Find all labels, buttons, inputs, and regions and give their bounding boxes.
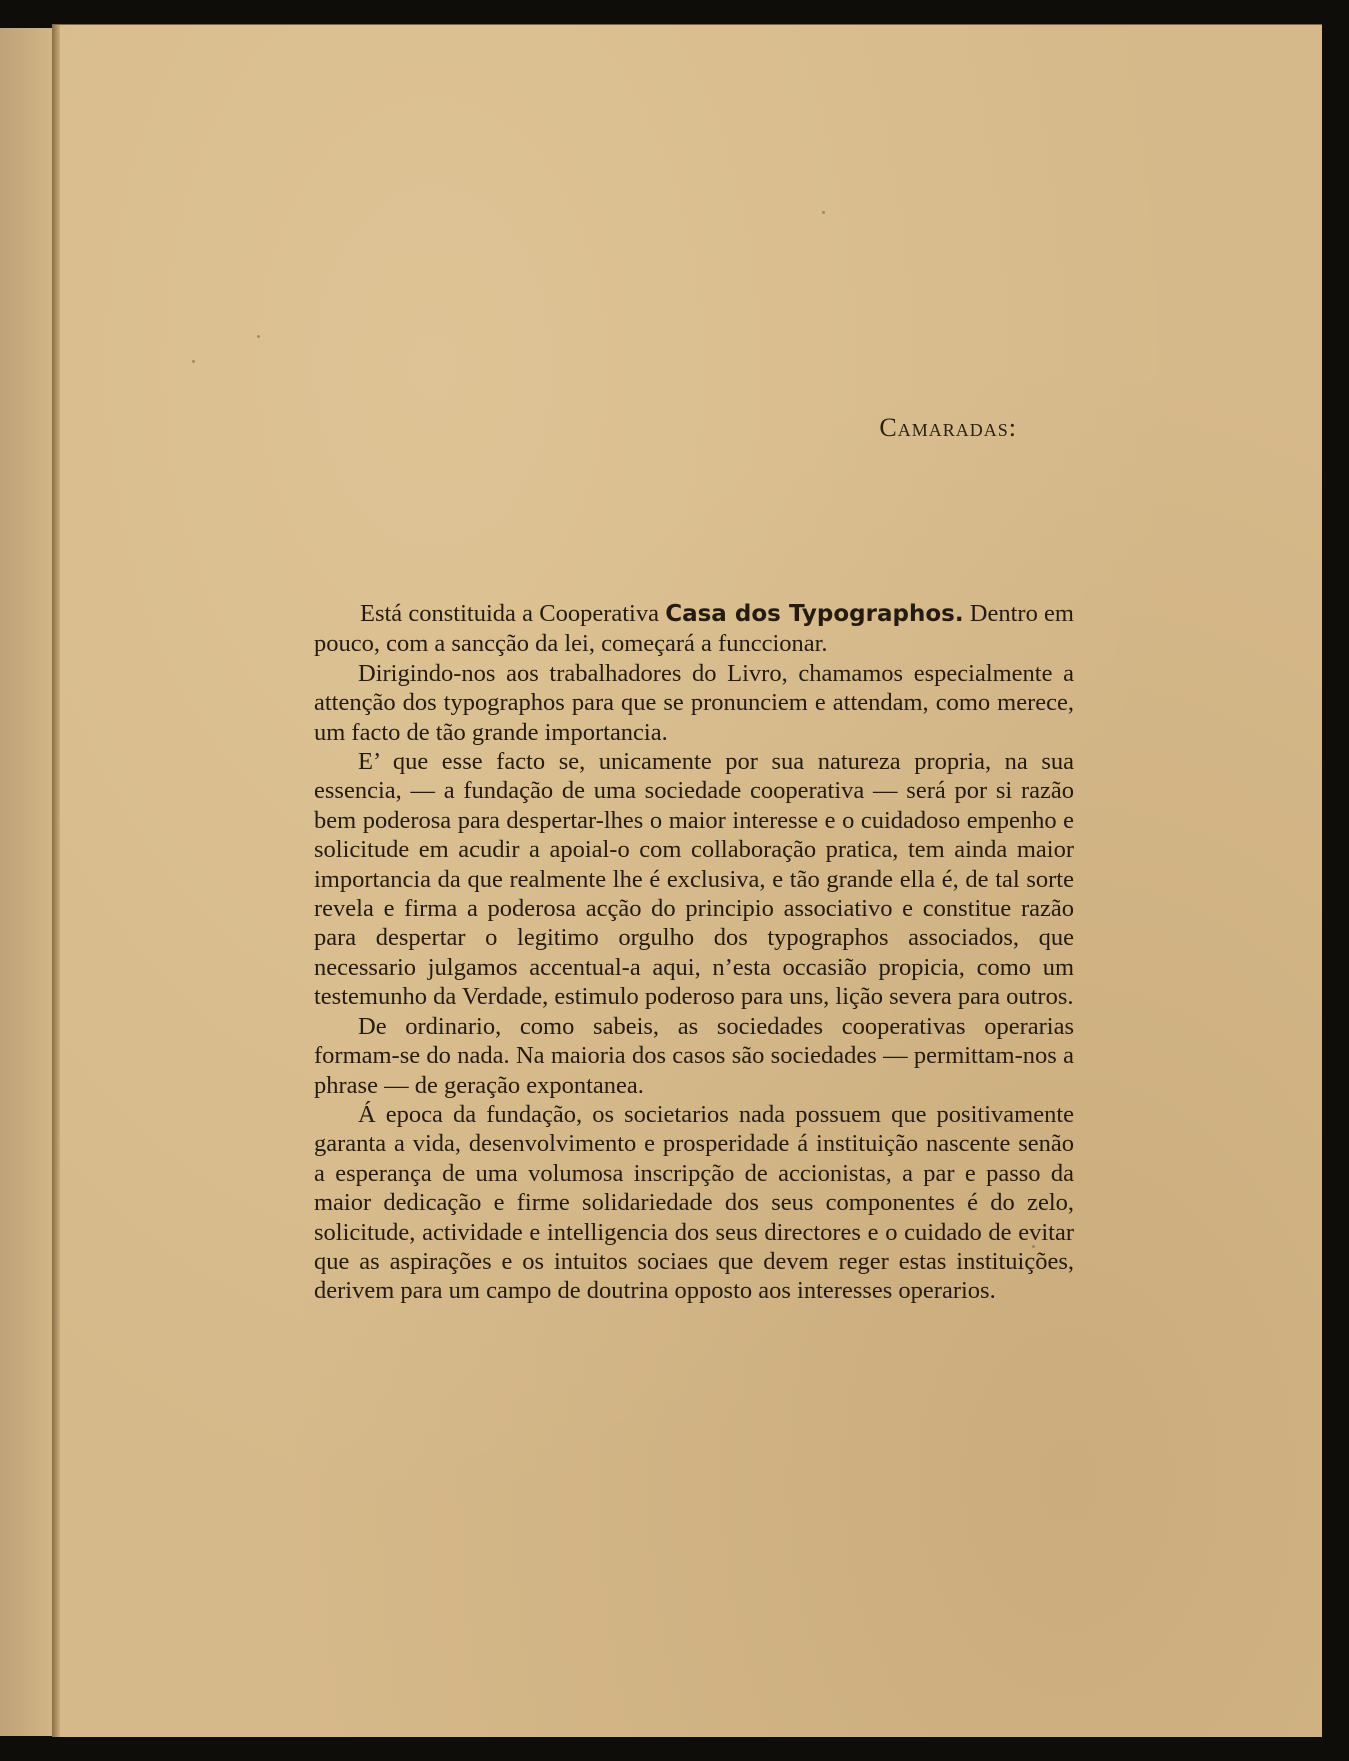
paragraph-1 (314, 599, 1074, 659)
paragraph-1-rest: Dentro em pouco, com a sancção da lei, começará a funccionar. (314, 600, 1074, 658)
page-binding-shadow (52, 25, 60, 1737)
paper-speck (192, 360, 195, 363)
paragraph-3: E’ que esse facto se, unicamente por sua natureza propria, na sua essencia, — a fundação de uma sociedade cooperativa — será por si razão bem poderosa para despertar-lhes o maior interesse e o cuidadoso empenho e solicitude em acudir a apoial-o com collaboração pratica, tem ainda maior importancia da que realmente lhe é exclusiva, e tão grande ella é, de tal sorte revela e firma a poderosa acção do principio associativo e constitue razão para despertar o legitimo orgulho dos typographos associados, que necessario julgamos accentual-a aqui, n’esta occasião propicia, como um testemunho da Verdade, estimulo poderoso para uns, lição severa para outros. (314, 748, 1074, 1011)
cooperative-name: Casa dos Typographos. (665, 601, 964, 627)
page-sheet (52, 24, 1322, 1737)
paragraph-4: De ordinario, como sabeis, as sociedades cooperativas operarias formam-se do nada. Na maioria dos casos são sociedades — permittam-nos a phrase — de geração expontanea. (314, 1012, 1074, 1099)
salutation: Camaradas: (879, 413, 1017, 442)
paragraph-1-lead: Está constituida a Cooperativa (360, 600, 666, 627)
paper-speck (257, 335, 260, 338)
body-text (314, 599, 1074, 1306)
paper-speck (822, 211, 825, 214)
paragraph-5: Á epoca da fundação, os societarios nada possuem que positivamente garanta a vida, desenvolvimento e prosperidade á instituição nascente senão a esperança de uma volumosa inscripção de accionistas, a par e passo da maior dedicação e firme solidariedade dos seus componentes é do zelo, solicitude, actividade e intelligencia dos seus directores e o cuidado de evitar que as aspirações e os intuitos sociaes que devem reger estas instituições, derivem para um campo de doutrina opposto aos interesses operarios. (314, 1100, 1074, 1305)
previous-page-edge (0, 28, 54, 1736)
paragraph-2: Dirigindo-nos aos trabalhadores do Livro, chamamos especialmente a attenção dos typographos para que se pronunciem e attendam, como merece, um facto de tão grande importancia. (314, 659, 1074, 746)
